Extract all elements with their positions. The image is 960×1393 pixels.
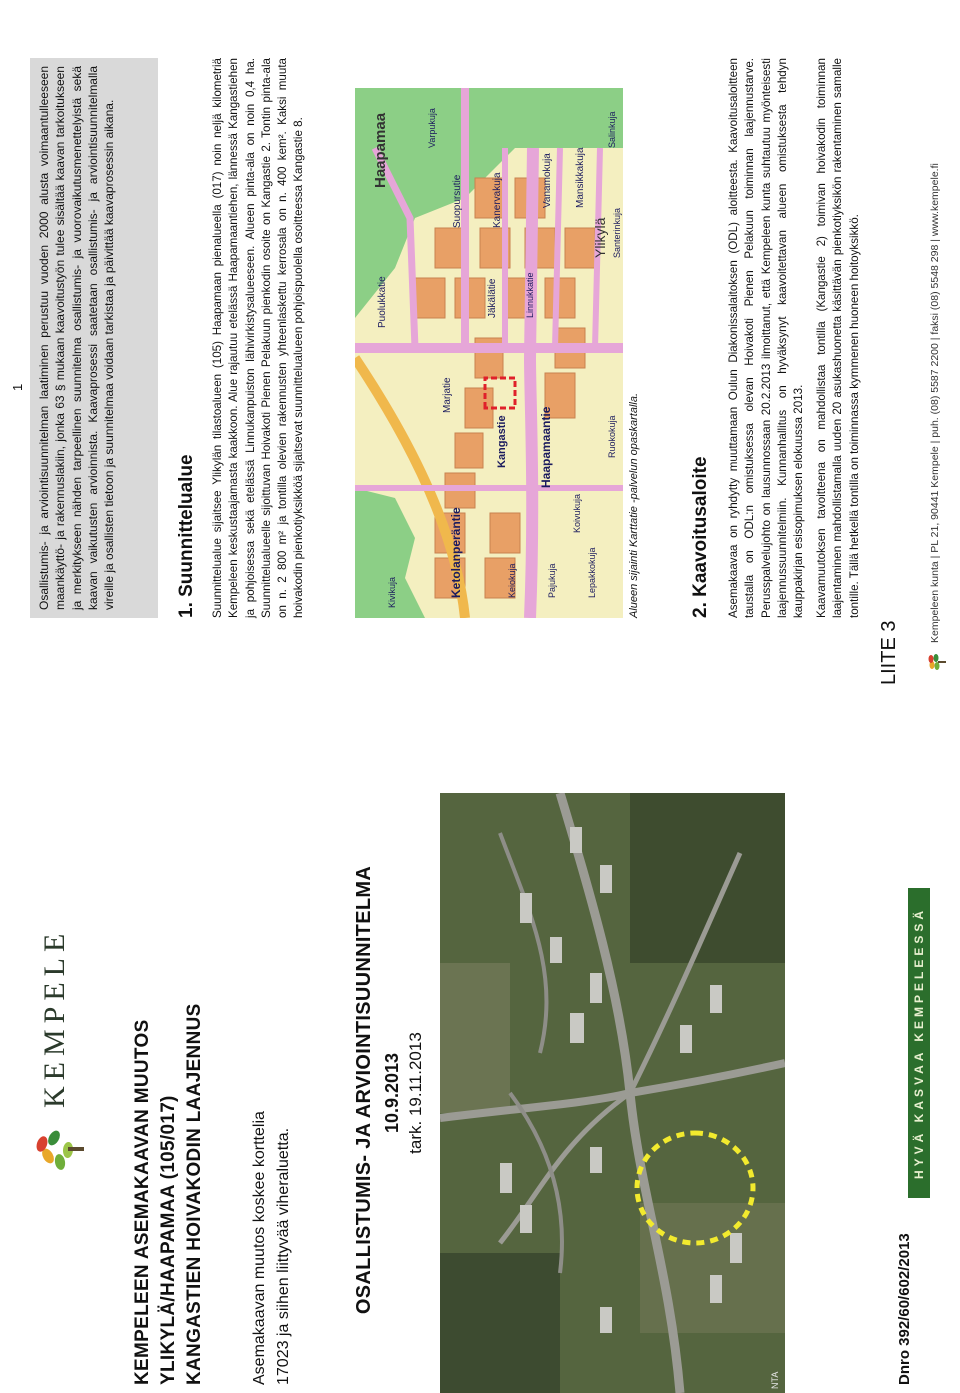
cover-title-line-3: KANGASTIEN HOIVAKODIN LAAJENNUS	[184, 1003, 205, 1385]
logo-wordmark: KEMPELE	[38, 927, 71, 1108]
map-label-haapamaantie: Haapamaantie	[539, 406, 553, 488]
map-label-ruokokuja: Ruokokuja	[607, 415, 617, 458]
map-label-vanamokuja: Vanamokuja	[542, 153, 553, 208]
map-label-santerinkuja: Santerinkuja	[612, 207, 622, 258]
document-date: 10.9.2013	[382, 1052, 402, 1134]
map-label-varpukuja: Varpukuja	[427, 108, 437, 148]
map-label-suopursutie: Suopursutie	[452, 174, 463, 228]
cover-title-line-1: KEMPELEEN ASEMAKAAVAN MUUTOS	[132, 1019, 153, 1385]
location-map	[355, 88, 623, 618]
document-type-title: OSALLISTUMIS- JA ARVIOINTISUUNNITELMA	[353, 865, 375, 1315]
cover-title	[130, 1003, 208, 1385]
location-map-image	[355, 88, 623, 618]
map-label-ketolanperantie: Ketolanperäntie	[449, 507, 463, 598]
map-label-koivukuja: Koivukuja	[572, 493, 582, 533]
footer-contact: Kempeleen kunta | PL 21, 90441 Kempele | puh. (08) 5587 2200 | faksi (08) 5548 298 | www.kempele.fi	[929, 163, 941, 643]
cover-page	[0, 693, 960, 1393]
map-caption: Alueen sijainti Karttatie -palvelun opaskartalla.	[628, 392, 640, 618]
map-label-mansikkakuja: Mansikkakuja	[575, 147, 586, 208]
document-revision-date: tark. 19.11.2013	[406, 1032, 425, 1154]
section2-text-2: Kaavamuutoksen tavoitteena on mahdollistaa tontilla (Kangastie 2) toimivan hoivakodin toiminnan laajentaminen mahdollistamalla uuden 20 asukashuonetta käsittävän pienkotiyksikön rakentaminen samalle tontille. Tällä hetkellä tontilla on toiminnassa kymmenen huoneen hoitoyksikkö.	[815, 58, 861, 618]
map-label-lepakkokuja: Lepakkokuja	[587, 547, 597, 598]
intro-box: Osallistumis- ja arviointisuunnitelman laatiminen perustuu vuoden 2000 alusta voimaantulleeseen maankäyttö- ja rakennuslakiin, jonka 63 § mukaan kaavoitustyön tulee sisältää kaavan tarkoitukseen ja merkitykseen nähden tarpeellinen suunnitelma osallistumis- ja vuorovaikutusmenettelyistä sekä kaavan vaikutusten arvioinnista. Kaavaprosessi saatetaan osallistumis- ja arviointisuunnitelmalla vireille ja osallisten tietoon ja suunnitelmaa voidaan tarkistaa ja päivittää kaavaprosessin aikana.	[30, 58, 158, 618]
cover-subtitle: Asemakaavan muutos koskee korttelia 17023 ja siihen liittyvää viheraluetta.	[251, 1111, 292, 1385]
map-label-salinkuja: Salinkuja	[607, 111, 617, 148]
content-page	[0, 0, 960, 693]
map-label-kangastie: Kangastie	[496, 415, 508, 468]
map-label-kanervakuja: Kanervakuja	[492, 172, 503, 228]
map-label-haapamaa: Haapamaa	[372, 112, 389, 188]
map-label-keiokuja: Keiokuja	[507, 563, 517, 598]
aerial-photo-image	[440, 793, 785, 1393]
section2-heading: 2. Kaavoitusaloite	[690, 456, 711, 618]
section1-heading: 1. Suunnittelualue	[176, 454, 197, 618]
map-label-kivikuja: Kivikuja	[387, 576, 397, 608]
page-number: 1	[10, 383, 25, 391]
aerial-photo	[440, 793, 785, 1393]
section1-text: Suunnittelualue sijaitsee Ylikylän tilastoalueen (105) Haapamaan pienalueella (017) noin neljä kilometriä Kempeleen keskustaajamasta kaakkoon. Alue rajautuu etelässä Haapamaantiehen, lännessä Kangastiehen ja pohjoisessa sekä etelässä Linnukanpuiston lähivirkistysalueeseen. Alueen pinta-ala on noin 0,4 ha. Suunnittelualueelle sijoittuvan Hoivakoti Pienen Pelakuun pienkodin osoite on Kangastie 2. Tontin pinta-ala on n. 2 800 m² ja tontilla olevien rakennusten yhteenlaskettu kerrosala on n. 400 kem². Kaksi muuta hoivakodin pienkotiyksikköä sijaitsevat suunnittelualueen pohjoispuolella osoitteessa Kangastie 8.	[211, 58, 306, 618]
footer	[925, 33, 949, 673]
map-label-pajukuja: Pajukuja	[547, 563, 557, 598]
slogan-bar: HYVÄ KASVAA KEMPELEESSÄ	[908, 888, 930, 1198]
dnro-number: Dnro 392/60/602/2013	[896, 1233, 913, 1385]
map-label-marjatie: Marjatie	[442, 377, 453, 413]
map-label-puolukkatie: Puolukkatie	[377, 276, 388, 328]
map-label-jakalatie: Jäkälätie	[487, 278, 498, 318]
map-label-linnukkatie: Linnukkatie	[525, 272, 535, 318]
tree-logo-icon	[28, 1118, 88, 1178]
appendix-label: LIITE 3	[878, 620, 900, 685]
section2-text: Asemakaavaa on ryhdytty muuttamaan Oulun Diakonissalaitoksen (ODL) aloitteesta. Kaavoitusaloitteen taustalla on ODL:n omistuksessa olevan Hoivakoti Pienen Pelakuun toiminnan laajennustarve. Perusspalvelujohto on lausunnossaan 20.2.2013 ilmoittanut, että Kempeleen kunta suhtautuu myönteisesti laajennussuunnitelmiin. Kunnanhallitus on hyväksynyt kaavoitettavan alueen omistuksesta tehdyn kauppakirjan esisopimuksen elokuussa 2013.	[727, 58, 806, 618]
footer-tree-logo-icon	[925, 651, 947, 673]
kempele-logo	[28, 888, 88, 1178]
map-label-ylikyla: Ylikylä	[592, 217, 608, 258]
cover-title-line-2: YLIKYLÄ/HAAPAMAA (105/017)	[158, 1095, 179, 1385]
aerial-watermark: NTA	[770, 1371, 780, 1389]
